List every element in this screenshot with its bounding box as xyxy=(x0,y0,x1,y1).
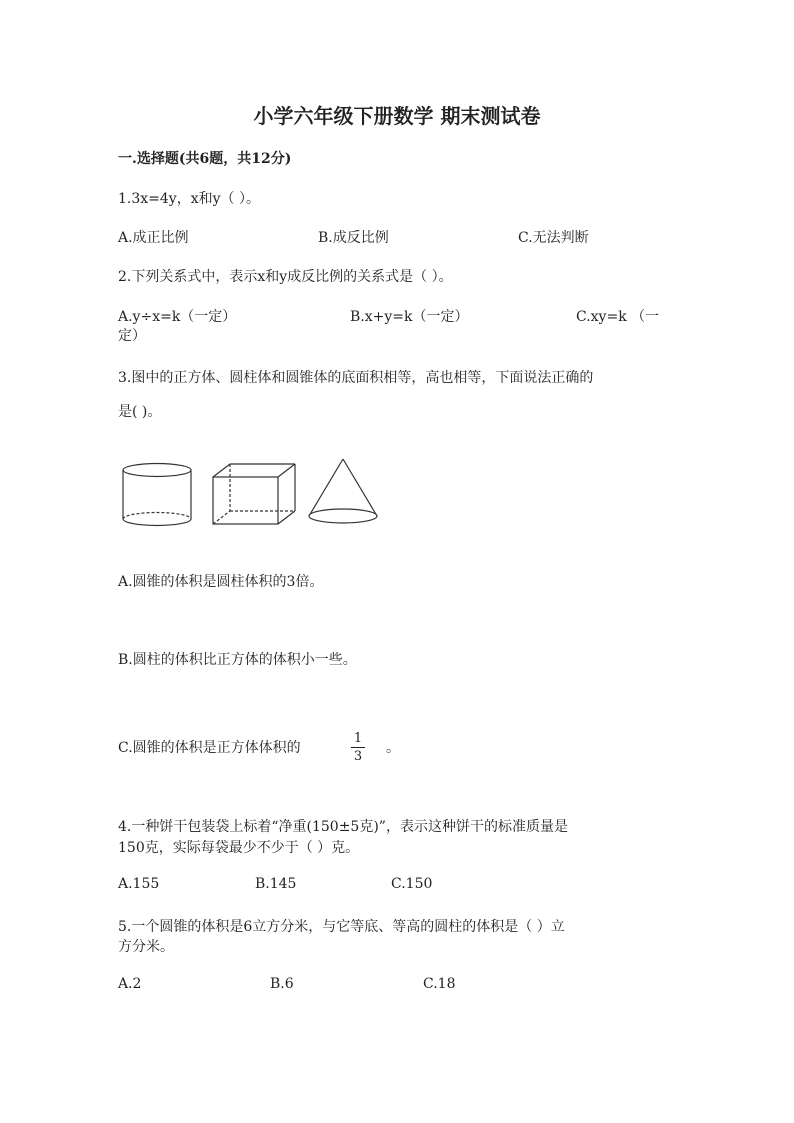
question-5-option-c[interactable]: C.18 xyxy=(423,976,456,992)
question-3-stem-line2: 是( )。 xyxy=(118,404,162,420)
question-2-option-b[interactable]: B.x+y=k（一定） xyxy=(350,309,469,325)
fraction-numerator: 1 xyxy=(353,731,363,746)
question-5-stem-line1: 5.一个圆锥的体积是6立方分米，与它等底、等高的圆柱的体积是（ ）立 xyxy=(118,919,565,935)
fraction-one-third xyxy=(351,731,365,764)
cone-icon xyxy=(309,459,377,523)
question-4-stem-line2: 150克，实际每袋最少不少于（ ）克。 xyxy=(118,840,360,856)
question-3-option-a[interactable]: A.圆锥的体积是圆柱体积的3倍。 xyxy=(118,574,324,590)
question-2-option-c-wrap: 定） xyxy=(118,328,146,344)
question-5-stem-line2: 方分米。 xyxy=(118,939,174,955)
question-2-stem: 2.下列关系式中，表示x和y成反比例的关系式是（ ）。 xyxy=(118,269,453,285)
question-2-option-a[interactable]: A.y÷x=k（一定） xyxy=(118,309,237,325)
fraction-denominator: 3 xyxy=(353,749,363,764)
page-title: 小学六年级下册数学 期末测试卷 xyxy=(253,104,541,128)
cylinder-icon xyxy=(123,464,191,526)
question-3-option-b[interactable]: B.圆柱的体积比正方体的体积小一些。 xyxy=(118,652,357,668)
question-3-option-c[interactable]: C.圆锥的体积是正方体体积的 xyxy=(118,740,301,756)
question-1-option-b[interactable]: B.成反比例 xyxy=(318,230,389,246)
solids-figure xyxy=(118,458,383,532)
question-1-stem: 1.3x=4y，x和y（ ）。 xyxy=(118,191,260,207)
question-3-option-c-end: 。 xyxy=(386,740,400,756)
question-1-option-c[interactable]: C.无法判断 xyxy=(518,230,589,246)
question-5-option-b[interactable]: B.6 xyxy=(270,976,294,992)
question-4-option-c[interactable]: C.150 xyxy=(391,876,433,892)
section-heading: 一.选择题(共6题，共12分) xyxy=(118,151,292,167)
fraction-bar xyxy=(351,747,365,748)
question-3-stem-line1: 3.图中的正方体、圆柱体和圆锥体的底面积相等，高也相等，下面说法正确的 xyxy=(118,370,594,386)
question-4-option-b[interactable]: B.145 xyxy=(255,876,297,892)
question-4-option-a[interactable]: A.155 xyxy=(118,876,160,892)
question-1-option-a[interactable]: A.成正比例 xyxy=(118,230,189,246)
question-5-option-a[interactable]: A.2 xyxy=(118,976,142,992)
question-4-stem-line1: 4.一种饼干包装袋上标着“净重(150±5克)”，表示这种饼干的标准质量是 xyxy=(118,819,568,835)
cube-icon xyxy=(213,464,295,524)
question-2-option-c[interactable]: C.xy=k （一 xyxy=(576,309,660,325)
